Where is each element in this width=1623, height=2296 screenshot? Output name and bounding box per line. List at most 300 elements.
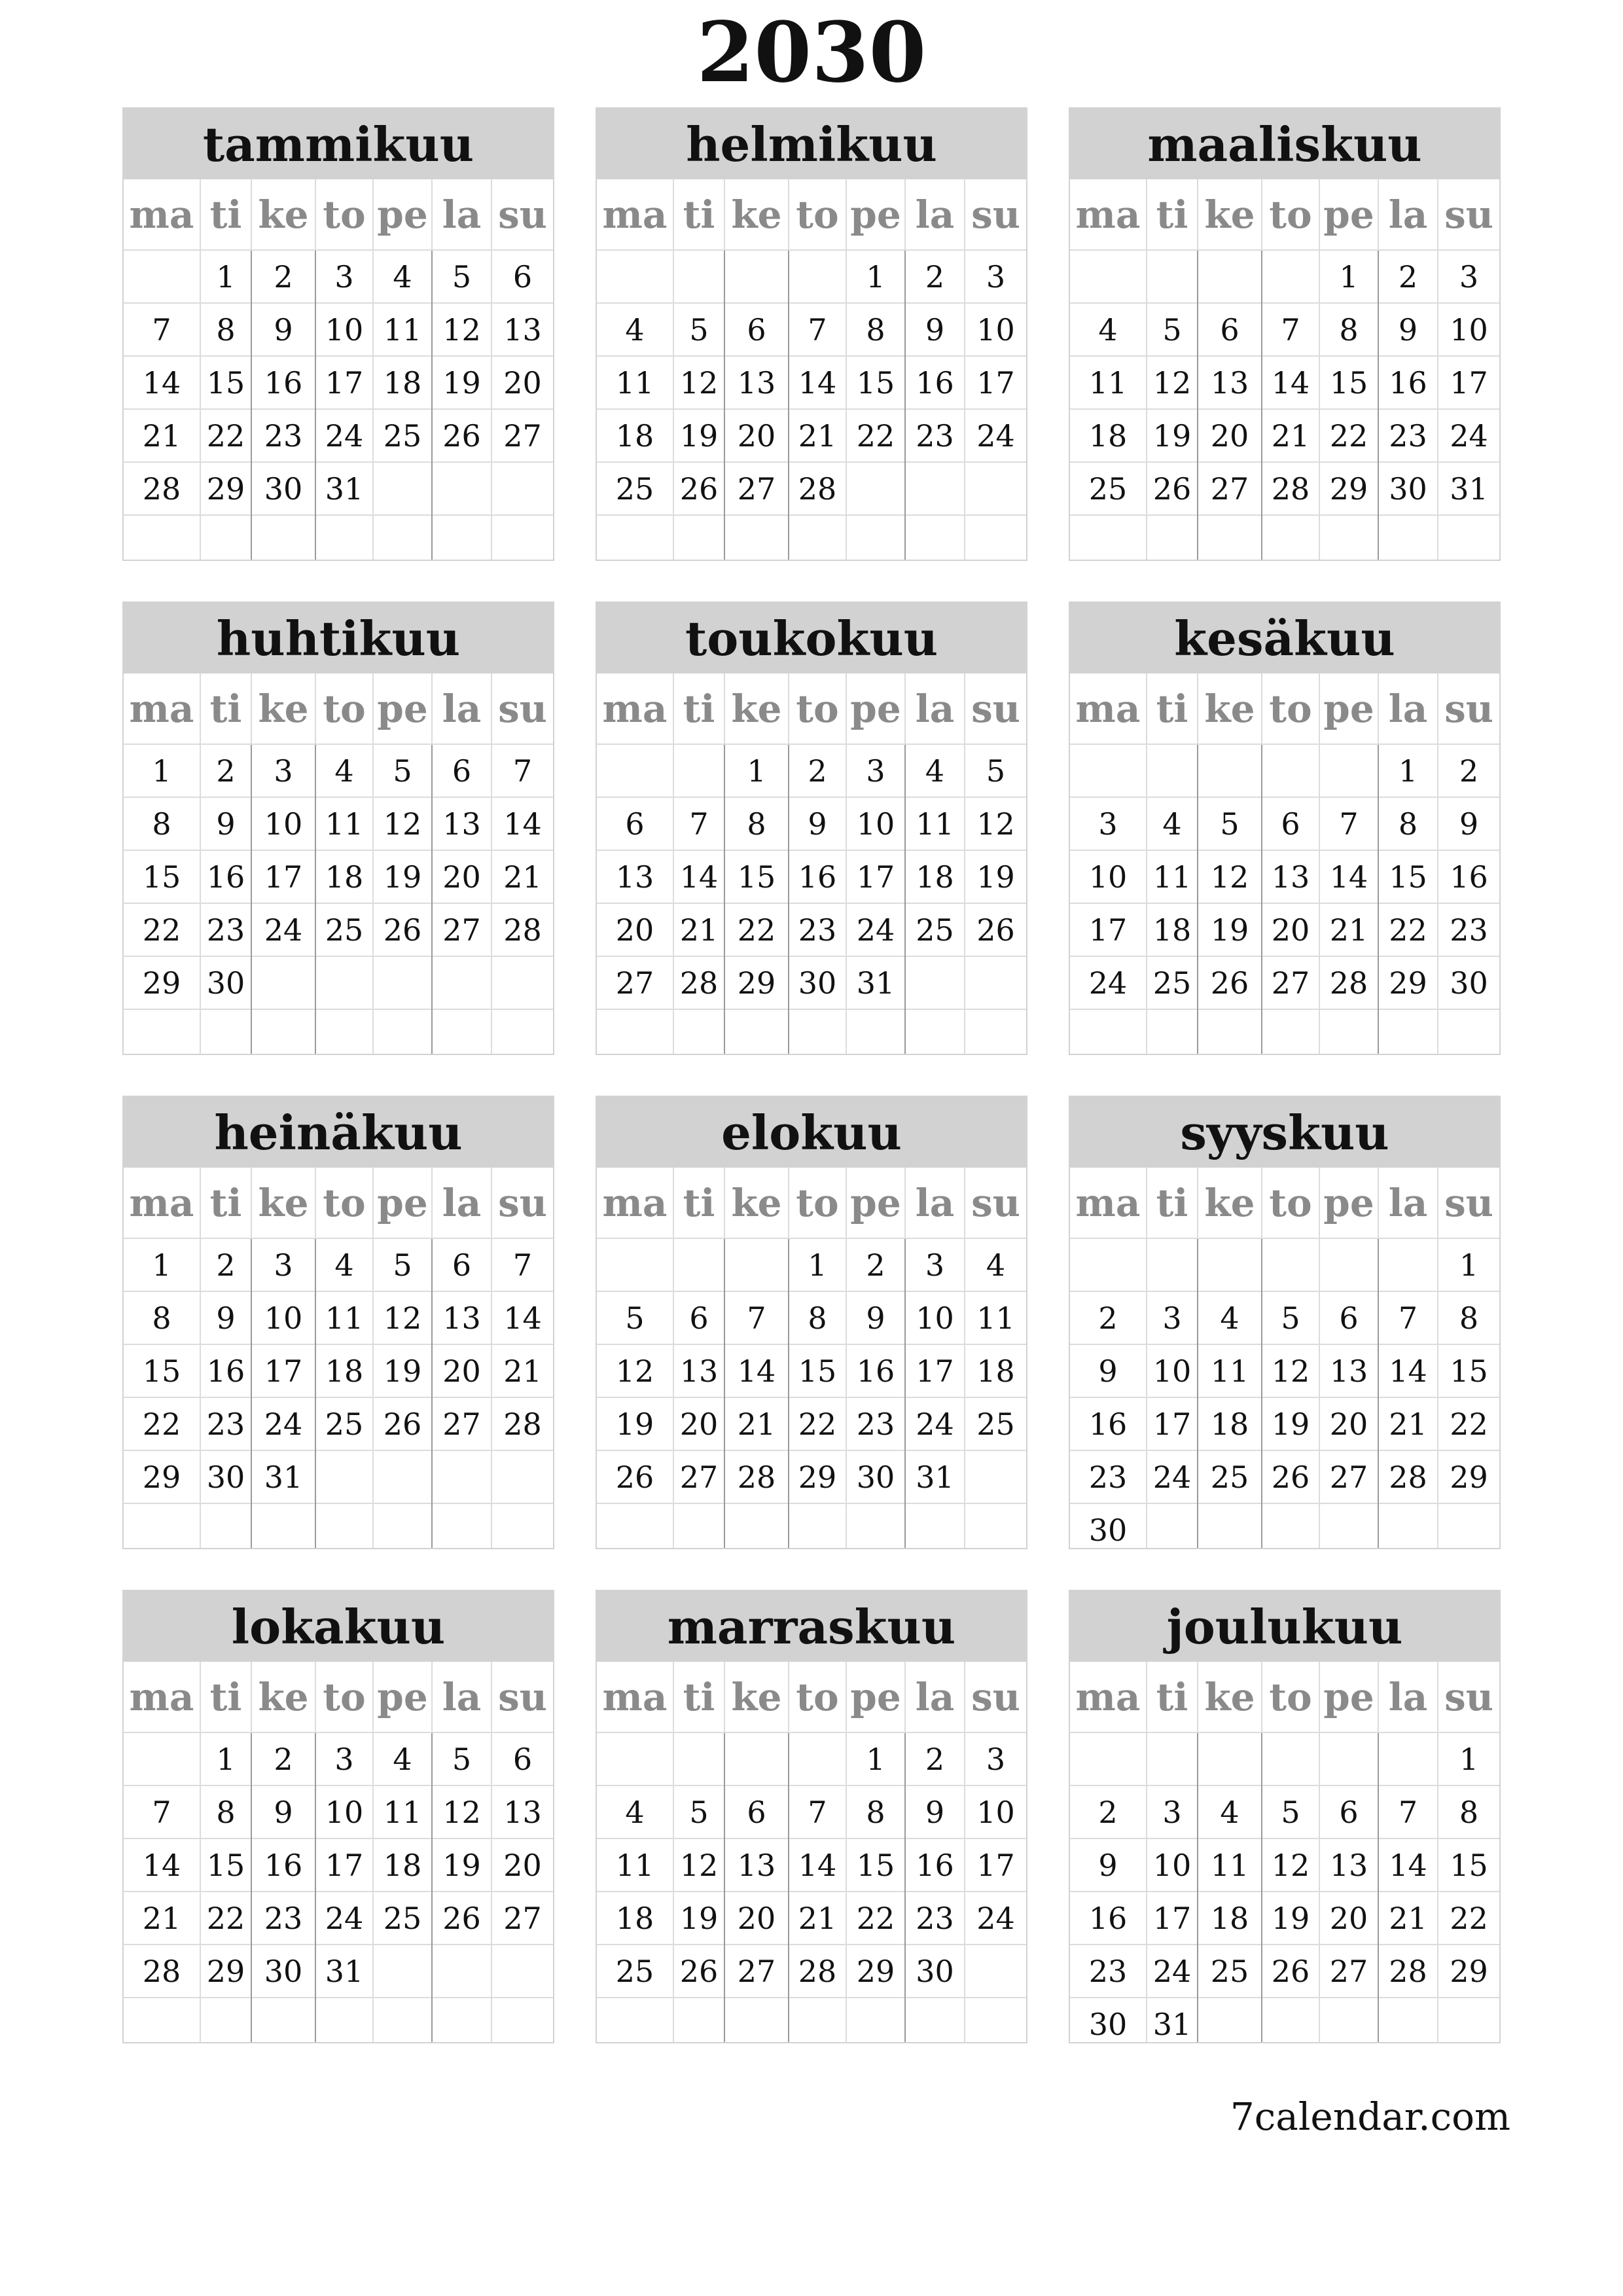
day-cell: 20	[1198, 409, 1262, 462]
day-cell: 1	[1438, 1238, 1499, 1291]
day-cell: 19	[1147, 409, 1198, 462]
day-cell: 25	[905, 903, 965, 956]
day-cell: 27	[491, 1892, 553, 1945]
weekday-label: su	[1438, 179, 1499, 250]
week-row	[597, 462, 1026, 515]
week-row	[124, 1945, 553, 1998]
day-cell: 7	[124, 303, 200, 356]
day-cell: 19	[1198, 903, 1262, 956]
day-cell: 1	[124, 744, 200, 797]
month-table	[1070, 179, 1499, 561]
day-cell: 10	[965, 303, 1026, 356]
day-cell: 3	[965, 1732, 1026, 1785]
weekday-label: to	[789, 179, 846, 250]
day-cell: 5	[1147, 303, 1198, 356]
week-row	[1070, 409, 1499, 462]
weekday-label: ma	[602, 1674, 668, 1719]
month-card	[122, 1590, 554, 2043]
weekday-label: su	[491, 179, 553, 250]
week-row	[597, 797, 1026, 850]
day-cell: 5	[432, 1732, 491, 1785]
day-cell: 19	[432, 1839, 491, 1892]
day-cell: 1	[846, 250, 905, 303]
day-cell: 6	[432, 744, 491, 797]
day-cell: 16	[200, 850, 251, 903]
day-cell: 24	[1147, 1450, 1198, 1503]
day-cell: 24	[315, 1892, 373, 1945]
day-cell: 30	[1378, 462, 1438, 515]
day-cell: 13	[597, 850, 673, 903]
weekday-label: la	[1378, 1662, 1438, 1732]
weekday-label: to	[315, 673, 373, 744]
day-cell: 27	[673, 1450, 724, 1503]
week-row	[124, 850, 553, 903]
day-cell: 8	[124, 797, 200, 850]
day-cell: 12	[373, 797, 432, 850]
day-cell: 25	[373, 1892, 432, 1945]
day-cell: 17	[905, 1344, 965, 1397]
day-cell: 22	[1319, 409, 1378, 462]
day-cell: 21	[124, 409, 200, 462]
month-card	[122, 601, 554, 1055]
day-cell	[1438, 1503, 1499, 1549]
day-cell: 29	[200, 1945, 251, 1998]
day-cell: 20	[1319, 1397, 1378, 1450]
day-cell: 4	[1198, 1785, 1262, 1839]
day-cell: 9	[789, 797, 846, 850]
day-cell: 14	[673, 850, 724, 903]
day-cell: 29	[124, 956, 200, 1009]
day-cell: 3	[1147, 1291, 1198, 1344]
weekday-label: su	[491, 1168, 553, 1238]
day-cell: 5	[673, 1785, 724, 1839]
day-cell: 8	[124, 1291, 200, 1344]
week-row	[1070, 356, 1499, 409]
day-cell: 3	[905, 1238, 965, 1291]
day-cell: 19	[432, 356, 491, 409]
weekday-label: pe	[373, 673, 432, 744]
week-row	[1070, 1291, 1499, 1344]
week-row	[597, 1998, 1026, 2043]
day-cell: 21	[724, 1397, 789, 1450]
day-cell: 2	[846, 1238, 905, 1291]
day-cell	[673, 744, 724, 797]
day-cell: 14	[789, 356, 846, 409]
day-cell	[1262, 744, 1319, 797]
day-cell: 23	[1070, 1450, 1147, 1503]
week-row	[597, 409, 1026, 462]
week-row	[597, 515, 1026, 561]
day-cell: 31	[315, 462, 373, 515]
week-row	[124, 462, 553, 515]
month-name: joulukuu	[1070, 1591, 1499, 1662]
day-cell	[1070, 515, 1147, 561]
weekday-label: ke	[1198, 179, 1262, 250]
week-row	[597, 1009, 1026, 1055]
day-cell: 15	[846, 356, 905, 409]
day-cell: 5	[1198, 797, 1262, 850]
day-cell	[1147, 515, 1198, 561]
footer-website: 7calendar.com	[1230, 2094, 1510, 2139]
day-cell: 4	[315, 744, 373, 797]
day-cell: 17	[1438, 356, 1499, 409]
week-row	[124, 1732, 553, 1785]
day-cell	[724, 250, 789, 303]
week-row	[124, 356, 553, 409]
day-cell: 22	[1438, 1397, 1499, 1450]
day-cell	[1319, 1503, 1378, 1549]
day-cell: 16	[789, 850, 846, 903]
weekday-label: pe	[846, 1662, 905, 1732]
day-cell	[905, 1009, 965, 1055]
month-card	[596, 1096, 1027, 1549]
day-cell: 29	[846, 1945, 905, 1998]
day-cell	[965, 956, 1026, 1009]
day-cell: 16	[251, 1839, 315, 1892]
day-cell	[1378, 515, 1438, 561]
day-cell	[491, 1503, 553, 1549]
day-cell: 2	[1070, 1785, 1147, 1839]
weekday-label: ma	[1075, 686, 1141, 731]
day-cell: 1	[846, 1732, 905, 1785]
day-cell: 12	[1147, 356, 1198, 409]
day-cell: 19	[1262, 1397, 1319, 1450]
day-cell: 21	[1262, 409, 1319, 462]
day-cell: 15	[200, 356, 251, 409]
day-cell	[1378, 1238, 1438, 1291]
day-cell	[1147, 1009, 1198, 1055]
day-cell: 13	[1262, 850, 1319, 903]
day-cell	[373, 1450, 432, 1503]
week-row	[124, 1998, 553, 2043]
weekday-label: su	[491, 1662, 553, 1732]
day-cell: 24	[846, 903, 905, 956]
week-row	[124, 903, 553, 956]
day-cell: 22	[789, 1397, 846, 1450]
day-cell	[373, 1503, 432, 1549]
day-cell	[1147, 1238, 1198, 1291]
day-cell: 20	[491, 356, 553, 409]
day-cell	[789, 515, 846, 561]
day-cell: 28	[724, 1450, 789, 1503]
day-cell: 18	[905, 850, 965, 903]
day-cell: 26	[673, 1945, 724, 1998]
weekday-header-row	[124, 1662, 553, 1732]
day-cell	[1198, 744, 1262, 797]
weekday-header-row	[1070, 1168, 1499, 1238]
day-cell: 1	[789, 1238, 846, 1291]
day-cell: 14	[1319, 850, 1378, 903]
month-table	[124, 673, 553, 1055]
day-cell: 10	[846, 797, 905, 850]
day-cell	[1319, 1732, 1378, 1785]
day-cell: 18	[1070, 409, 1147, 462]
day-cell: 19	[965, 850, 1026, 903]
day-cell	[124, 1732, 200, 1785]
day-cell	[432, 515, 491, 561]
week-row	[124, 1785, 553, 1839]
day-cell: 21	[1378, 1892, 1438, 1945]
day-cell: 27	[724, 462, 789, 515]
weekday-header-row	[1070, 1662, 1499, 1732]
weekday-header-row	[1070, 179, 1499, 250]
day-cell	[1438, 1998, 1499, 2043]
day-cell: 16	[846, 1344, 905, 1397]
day-cell	[724, 515, 789, 561]
day-cell: 23	[905, 409, 965, 462]
day-cell: 10	[1147, 1839, 1198, 1892]
day-cell: 14	[491, 797, 553, 850]
day-cell	[724, 1009, 789, 1055]
day-cell	[789, 1009, 846, 1055]
day-cell	[597, 1009, 673, 1055]
day-cell: 11	[315, 797, 373, 850]
day-cell	[1319, 1998, 1378, 2043]
day-cell: 25	[1198, 1945, 1262, 1998]
day-cell: 28	[1262, 462, 1319, 515]
day-cell	[491, 515, 553, 561]
weekday-label: la	[432, 179, 491, 250]
day-cell: 28	[1378, 1450, 1438, 1503]
weekday-header-row	[597, 1662, 1026, 1732]
day-cell: 13	[1319, 1839, 1378, 1892]
day-cell	[724, 1503, 789, 1549]
week-row	[124, 1009, 553, 1055]
month-card	[1069, 1096, 1501, 1549]
day-cell	[965, 1009, 1026, 1055]
day-cell: 7	[789, 1785, 846, 1839]
day-cell: 12	[673, 1839, 724, 1892]
weekday-label: ma	[129, 686, 194, 731]
day-cell: 21	[1378, 1397, 1438, 1450]
day-cell: 24	[905, 1397, 965, 1450]
day-cell: 21	[789, 1892, 846, 1945]
week-row	[124, 797, 553, 850]
day-cell	[1262, 515, 1319, 561]
day-cell: 16	[200, 1344, 251, 1397]
day-cell: 20	[1262, 903, 1319, 956]
day-cell: 11	[1070, 356, 1147, 409]
day-cell: 20	[491, 1839, 553, 1892]
day-cell	[789, 1503, 846, 1549]
weekday-label: su	[1438, 1168, 1499, 1238]
day-cell: 27	[724, 1945, 789, 1998]
weekday-label: ti	[200, 1168, 251, 1238]
day-cell: 23	[846, 1397, 905, 1450]
day-cell: 15	[1438, 1344, 1499, 1397]
day-cell: 23	[200, 1397, 251, 1450]
day-cell: 7	[789, 303, 846, 356]
day-cell	[1198, 1009, 1262, 1055]
day-cell: 4	[373, 1732, 432, 1785]
months-grid	[122, 107, 1501, 2044]
day-cell: 2	[200, 744, 251, 797]
day-cell	[1438, 515, 1499, 561]
day-cell	[432, 1998, 491, 2043]
year-title: 2030	[696, 4, 927, 101]
day-cell: 21	[124, 1892, 200, 1945]
day-cell: 1	[1319, 250, 1378, 303]
day-cell: 2	[1438, 744, 1499, 797]
day-cell: 8	[1378, 797, 1438, 850]
weekday-label: la	[905, 673, 965, 744]
week-row	[597, 1839, 1026, 1892]
day-cell: 23	[1378, 409, 1438, 462]
day-cell: 19	[373, 850, 432, 903]
month-name: heinäkuu	[124, 1097, 553, 1168]
day-cell	[965, 1450, 1026, 1503]
day-cell: 4	[373, 250, 432, 303]
day-cell	[1262, 1998, 1319, 2043]
week-row	[597, 1291, 1026, 1344]
weekday-label: ma	[602, 192, 668, 237]
month-name: tammikuu	[124, 109, 553, 179]
day-cell	[673, 515, 724, 561]
day-cell: 15	[1438, 1839, 1499, 1892]
weekday-label: ke	[251, 673, 315, 744]
day-cell: 14	[1262, 356, 1319, 409]
day-cell: 11	[373, 1785, 432, 1839]
day-cell: 14	[789, 1839, 846, 1892]
day-cell: 15	[200, 1839, 251, 1892]
day-cell: 6	[1319, 1291, 1378, 1344]
day-cell	[789, 250, 846, 303]
weekday-label: ti	[200, 1662, 251, 1732]
day-cell: 18	[597, 409, 673, 462]
day-cell: 8	[1438, 1291, 1499, 1344]
day-cell: 27	[1198, 462, 1262, 515]
day-cell: 18	[315, 1344, 373, 1397]
month-card	[1069, 1590, 1501, 2043]
day-cell: 30	[251, 1945, 315, 1998]
day-cell: 31	[315, 1945, 373, 1998]
weekday-label: ke	[251, 1168, 315, 1238]
weekday-label: ti	[673, 179, 724, 250]
day-cell: 17	[251, 850, 315, 903]
week-row	[124, 1450, 553, 1503]
week-row	[1070, 1945, 1499, 1998]
weekday-label: ma	[602, 686, 668, 731]
week-row	[124, 409, 553, 462]
day-cell: 29	[789, 1450, 846, 1503]
week-row	[597, 303, 1026, 356]
weekday-label: pe	[1319, 1168, 1378, 1238]
day-cell: 11	[1147, 850, 1198, 903]
day-cell	[1378, 1732, 1438, 1785]
month-card	[1069, 107, 1501, 561]
day-cell: 10	[315, 1785, 373, 1839]
day-cell	[905, 1503, 965, 1549]
weekday-label: ke	[724, 179, 789, 250]
weekday-label: ma	[1075, 1674, 1141, 1719]
week-row	[124, 1344, 553, 1397]
day-cell: 14	[124, 1839, 200, 1892]
day-cell	[251, 1998, 315, 2043]
weekday-label: ke	[724, 1662, 789, 1732]
day-cell: 24	[315, 409, 373, 462]
day-cell: 27	[491, 409, 553, 462]
day-cell: 5	[373, 1238, 432, 1291]
month-table	[124, 1662, 553, 2043]
day-cell: 22	[1438, 1892, 1499, 1945]
weekday-label: su	[965, 1662, 1026, 1732]
week-row	[1070, 744, 1499, 797]
weekday-label: ke	[724, 1168, 789, 1238]
week-row	[597, 850, 1026, 903]
week-row	[1070, 515, 1499, 561]
weekday-label: to	[789, 1168, 846, 1238]
day-cell: 29	[200, 462, 251, 515]
weekday-label: pe	[846, 1168, 905, 1238]
week-row	[1070, 1009, 1499, 1055]
day-cell	[846, 462, 905, 515]
week-row	[1070, 1785, 1499, 1839]
day-cell	[1147, 1732, 1198, 1785]
day-cell: 9	[905, 1785, 965, 1839]
day-cell	[846, 1009, 905, 1055]
day-cell: 31	[1438, 462, 1499, 515]
day-cell: 21	[1319, 903, 1378, 956]
day-cell: 24	[251, 903, 315, 956]
day-cell	[846, 515, 905, 561]
day-cell: 23	[251, 409, 315, 462]
day-cell: 2	[1378, 250, 1438, 303]
day-cell: 24	[965, 409, 1026, 462]
day-cell	[373, 1998, 432, 2043]
week-row	[1070, 1344, 1499, 1397]
day-cell: 18	[965, 1344, 1026, 1397]
day-cell: 12	[1262, 1344, 1319, 1397]
day-cell: 6	[1198, 303, 1262, 356]
week-row	[1070, 903, 1499, 956]
day-cell	[597, 1732, 673, 1785]
month-name: kesäkuu	[1070, 603, 1499, 673]
day-cell	[789, 1998, 846, 2043]
day-cell	[597, 1238, 673, 1291]
day-cell	[251, 1503, 315, 1549]
day-cell	[1070, 744, 1147, 797]
day-cell: 1	[200, 250, 251, 303]
day-cell: 11	[597, 1839, 673, 1892]
weekday-label: pe	[373, 179, 432, 250]
day-cell: 13	[724, 1839, 789, 1892]
week-row	[597, 1945, 1026, 1998]
day-cell: 6	[673, 1291, 724, 1344]
weekday-label: ti	[200, 179, 251, 250]
day-cell: 20	[724, 1892, 789, 1945]
day-cell: 22	[846, 1892, 905, 1945]
day-cell: 9	[200, 1291, 251, 1344]
day-cell: 14	[724, 1344, 789, 1397]
day-cell: 12	[373, 1291, 432, 1344]
day-cell	[905, 1998, 965, 2043]
week-row	[124, 250, 553, 303]
weekday-label: pe	[1319, 1662, 1378, 1732]
day-cell: 17	[1070, 903, 1147, 956]
day-cell: 20	[597, 903, 673, 956]
day-cell: 6	[491, 250, 553, 303]
day-cell	[315, 1998, 373, 2043]
week-row	[124, 303, 553, 356]
month-table	[597, 673, 1026, 1055]
weekday-label: la	[905, 1662, 965, 1732]
day-cell	[724, 1732, 789, 1785]
day-cell: 7	[491, 1238, 553, 1291]
day-cell	[846, 1503, 905, 1549]
weekday-label: to	[315, 1168, 373, 1238]
day-cell	[1319, 1238, 1378, 1291]
day-cell: 28	[1378, 1945, 1438, 1998]
